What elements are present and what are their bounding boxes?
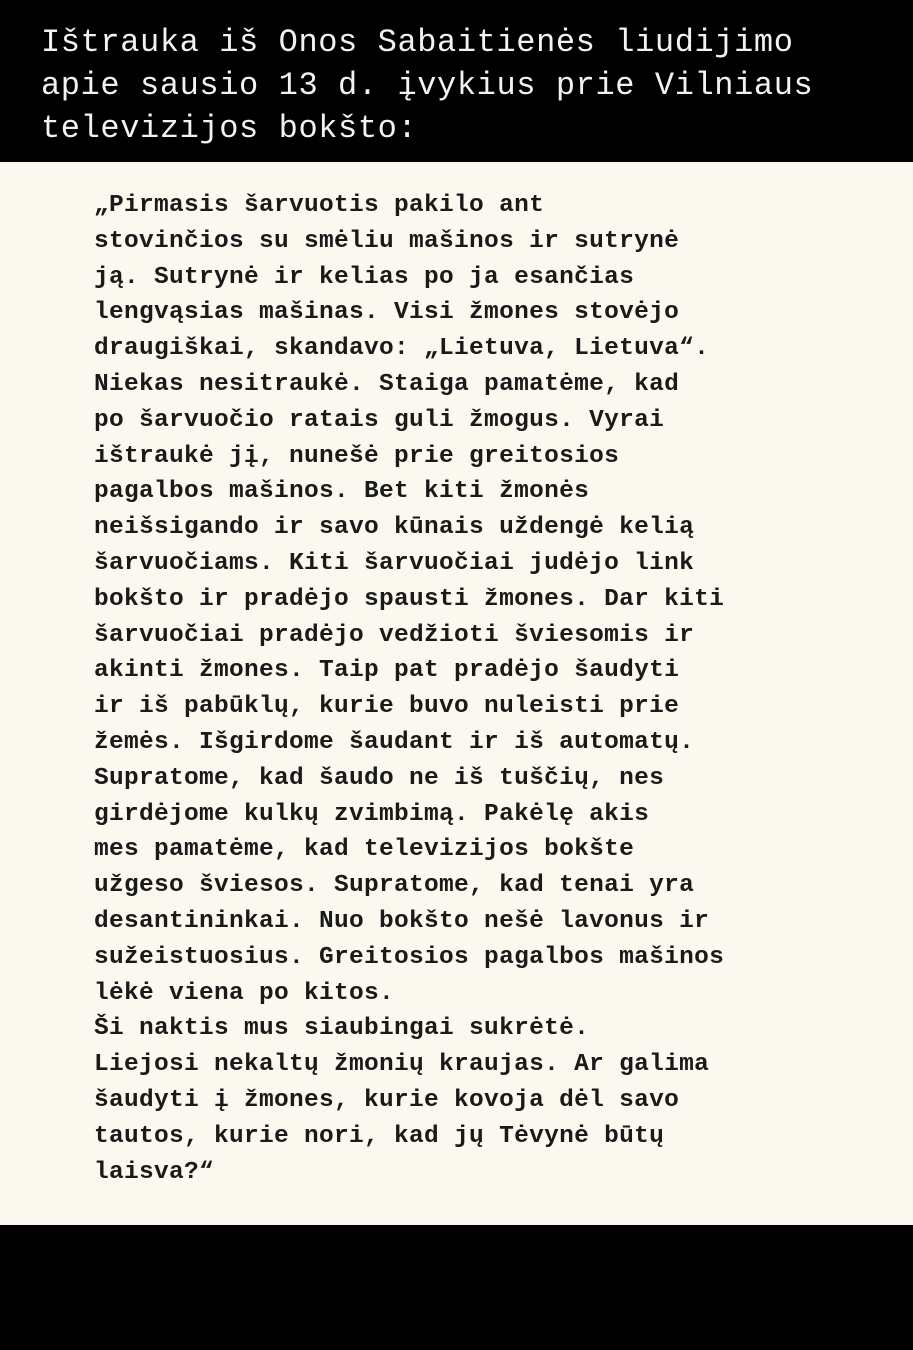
header-band	[0, 0, 913, 162]
header-title: Ištrauka iš Onos Sabaitienės liudijimo apie sausio 13 d. įvykius prie Vilniaus televizijos bokšto:	[41, 24, 814, 147]
footer-band	[0, 1225, 913, 1350]
quote-paragraph-1: „Pirmasis šarvuotis pakilo ant stovinčios su smėliu mašinos ir sutrynė ją. Sutrynė ir kelias po ja esančias lengvąsias mašinas. Visi žmones stovėjo draugiškai, skandavo: „Lietuva, Lietuva“. Niekas nesitraukė. Staiga pamatėme, kad po šarvuočio ratais guli žmogus. Vyrai ištraukė jį, nunešė prie greitosios pagalbos mašinos. Bet kiti žmonės neišsigando ir savo kūnais uždengė kelią šarvuočiams. Kiti šarvuočiai judėjo link bokšto ir pradėjo spausti žmones. Dar kiti šarvuočiai pradėjo vedžioti šviesomis ir akinti žmones. Taip pat pradėjo šaudyti ir iš pabūklų, kurie buvo nuleisti prie žemės. Išgirdome šaudant ir iš automatų. Supratome, kad šaudo ne iš tuščių, nes girdėjome kulkų zvimbimą. Pakėlę akis mes pamatėme, kad televizijos bokšte užgeso šviesos. Supratome, kad tenai yra desantininkai. Nuo bokšto nešė lavonus ir sužeistuosius. Greitosios pagalbos mašinos lėkė viena po kitos.	[94, 192, 725, 1007]
quote-panel	[0, 162, 913, 1225]
quote-paragraph-2: Ši naktis mus siaubingai sukrėtė. Liejosi nekaltų žmonių kraujas. Ar galima šaudyti į žmones, kurie kovoja dėl savo tautos, kurie nori, kad jų Tėvynė būtų laisva?“	[94, 1015, 710, 1186]
